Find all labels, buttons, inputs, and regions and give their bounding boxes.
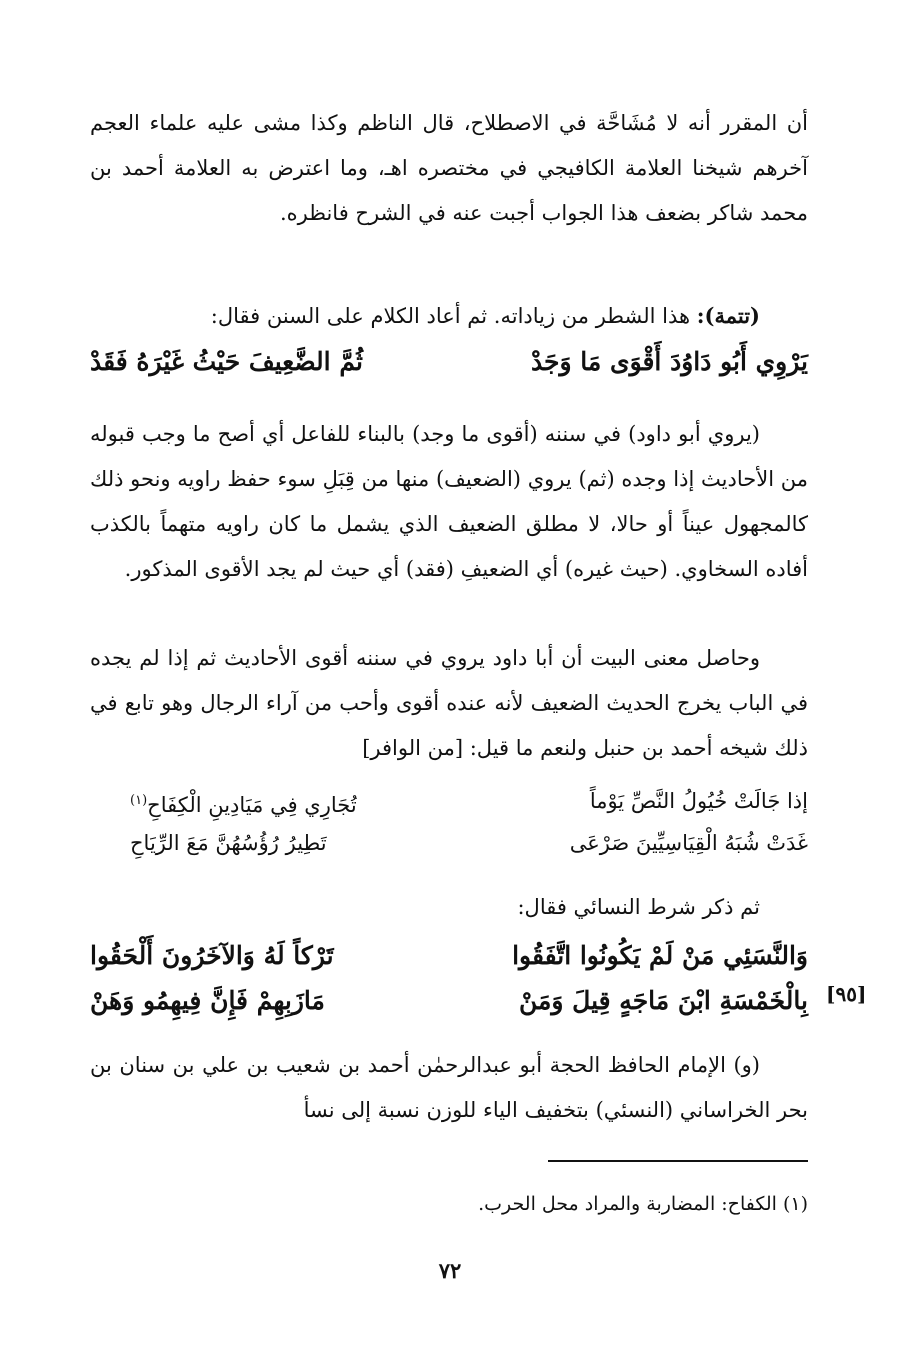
tatimma-text: هذا الشطر من زياداته. ثم أعاد الكلام على السنن فقال: xyxy=(210,304,697,328)
footnote: (١) الكفاح: المضاربة والمراد محل الحرب. xyxy=(478,1193,808,1215)
tatimma-label: (تتمة): xyxy=(696,303,760,328)
paragraph-nasai-intro: ثم ذكر شرط النسائي فقال: xyxy=(517,895,760,919)
paragraph-meaning-summary: وحاصل معنى البيت أن أبا داود يروي في سننه أقوى الأحاديث ثم إذا لم يجده في الباب يخرج الحديث الضعيف لأنه عنده أقوى وأحب من آراء الرجال وهو تابع في ذلك شيخه أحمد بن حنبل ولنعم ما قيل: [من الوافر] xyxy=(90,646,808,760)
footnote-divider xyxy=(548,1160,808,1162)
poem-line xyxy=(90,780,808,822)
paragraph-commentary-nasai: (و) الإمام الحافظ الحجة أبو عبدالرحمٰن أحمد بن شعيب بن علي بن سنان بن بحر الخراساني (النسئي) بتخفيف الياء للوزن نسبة إلى نسأ xyxy=(90,1053,808,1122)
verse-nasai xyxy=(90,931,808,981)
verse-second-hemistich: ثُمَّ الضَّعِيفَ حَيْثُ غَيْرَهُ فَقَدْ xyxy=(90,347,363,376)
paragraph-tatimma xyxy=(90,293,808,339)
verse-first-hemistich: وَالنَّسَئِي مَنْ لَمْ يَكُونُوا اتَّفَقُوا xyxy=(512,941,808,970)
verse-first-hemistich: بِالْخَمْسَةِ ابْنَ مَاجَهٍ قِيلَ وَمَنْ xyxy=(518,986,808,1015)
verse-number: [٩٥] xyxy=(826,982,867,1006)
page-number: ٧٢ xyxy=(438,1258,462,1283)
verse-second-hemistich: تَرْكاً لَهُ وَالآخَرُونَ أَلْحَقُوا xyxy=(90,941,334,970)
poem-second-hemistich xyxy=(130,780,357,826)
paragraph-commentary-abu-dawud: (يروي أبو داود) في سننه (أقوى ما وجد) بالبناء للفاعل أي أصح ما وجب قبوله من الأحاديث إذا وجده (ثم) يروي (الضعيف) منها من قِبَلِ سوء حفظ راويه ونحو ذلك كالمجهول عيناً أو حالا، لا مطلق الضعيف الذي يشمل ما كان راويه متهماً بالكذب أفاده السخاوي. (حيث غيره) أي الضعيفِ (فقد) أي حيث لم يجد الأقوى المذكور. xyxy=(90,422,808,581)
poem-first-hemistich: إذا جَالَتْ خُيُولُ النَّصِّ يَوْماً xyxy=(589,789,808,813)
verse-second-hemistich: مَازَبِهِمْ فَإِنَّ فِيهِمُو وَهَنْ xyxy=(90,986,325,1015)
paragraph-intro: أن المقرر أنه لا مُشَاحَّة في الاصطلاح، قال الناظم وكذا مشى عليه علماء العجم آخرهم شيخنا العلامة الكافيجي في مختصره اهـ، وما اعترض به العلامة أحمد بن محمد شاكر بضعف هذا الجواب أجبت عنه في الشرح فانظره. xyxy=(90,111,808,225)
poem-first-hemistich: غَدَتْ شُبَهُ الْقِيَاسِيِّينَ صَرْعَى xyxy=(569,831,808,855)
poem-line xyxy=(90,822,808,864)
verse-abu-dawud xyxy=(90,337,808,387)
poem-second-hemistich-text: تُجَارِي فِي مَيَادِينِ الْكِفَاحِ xyxy=(147,793,357,817)
footnote-marker[interactable]: (١) xyxy=(130,793,148,808)
verse-first-hemistich: يَرْوِي أَبُو دَاوُدَ أَقْوَى مَا وَجَدْ xyxy=(530,347,808,376)
verse-ibn-majah xyxy=(90,976,808,1026)
poem-second-hemistich: تَطِيرُ رُؤُسُهُنَّ مَعَ الرِّيَاحِ xyxy=(130,831,327,855)
